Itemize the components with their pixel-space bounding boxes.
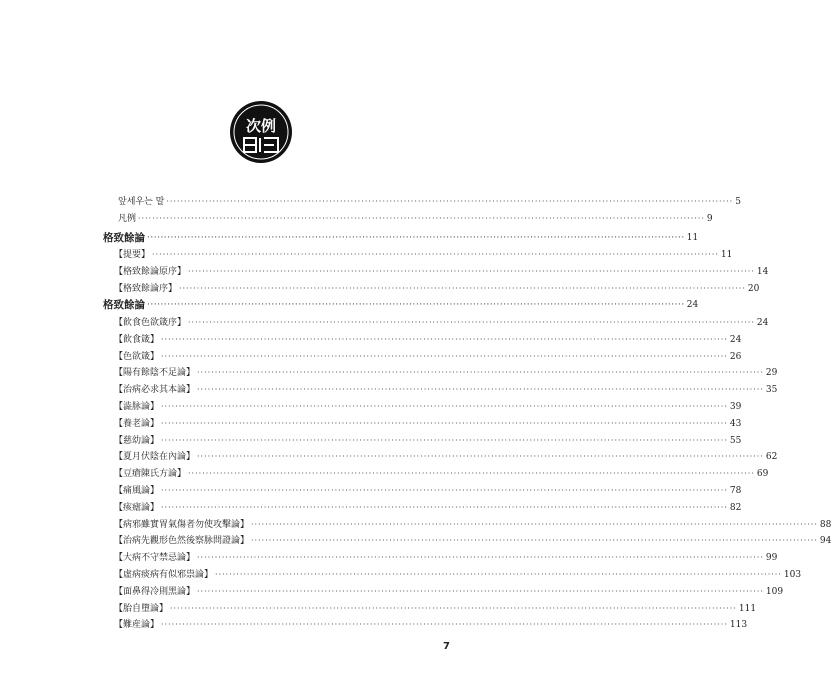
toc-front-entry-label: 앞세우는 말 — [118, 197, 165, 207]
toc-entry — [114, 468, 769, 480]
dot-leader: ································································································································································ — [188, 318, 755, 327]
toc-front-entry-page: 5 — [735, 197, 741, 207]
dot-leader: ································································································································································ — [197, 368, 764, 378]
toc-entry-label: 【養老論】 — [114, 418, 160, 429]
toc-entry-page: 11 — [720, 250, 733, 260]
toc-entry-page: 39 — [729, 402, 742, 412]
toc-entry-label: 【難産論】 — [114, 620, 160, 631]
toc-entry-page: 78 — [729, 486, 742, 496]
dot-leader: ································································································································································ — [166, 197, 734, 206]
toc-entry-label: 【提要】 — [114, 250, 151, 260]
toc-entry-label: 【虛病痰病有似邪祟論】 — [114, 570, 214, 580]
toc-entry-label: 【夏月伏陰在內論】 — [114, 452, 196, 463]
dot-leader: ································································································································································ — [161, 402, 728, 411]
toc-entry-label: 【格致餘論序】 — [114, 283, 178, 294]
toc-entry — [114, 619, 748, 631]
toc-entry-label: 【色欲箴】 — [114, 351, 160, 362]
toc-entry-page: 26 — [729, 351, 742, 362]
dot-leader: ································································································································································ — [161, 418, 728, 428]
toc-entry-page: 69 — [756, 469, 769, 480]
dot-leader: ································································································································································ — [188, 469, 755, 479]
toc-entry — [114, 317, 769, 329]
toc-entry-page: 29 — [765, 368, 778, 379]
toc-entry-page: 20 — [747, 283, 760, 294]
toc-entry — [114, 586, 784, 598]
dot-leader: ································································································································································ — [197, 553, 764, 563]
dot-leader: ································································································································································ — [251, 519, 818, 529]
toc-entry — [114, 569, 802, 581]
toc-entry — [114, 418, 742, 430]
dot-leader: ································································································································································ — [161, 620, 728, 630]
toc-entry-page: 99 — [765, 553, 778, 564]
toc-entry-page: 111 — [738, 603, 757, 614]
dot-leader: ································································································································································ — [147, 233, 685, 243]
toc-front-entry-label: 凡例 — [118, 214, 137, 224]
toc-section-heading — [103, 299, 699, 311]
toc-entry-page: 113 — [729, 620, 748, 631]
toc-entry-page: 94 — [819, 536, 831, 547]
toc-entry-label: 【格致餘論原序】 — [114, 266, 187, 277]
dot-leader: ································································································································································ — [179, 283, 746, 293]
toc-entry — [114, 451, 778, 463]
toc-entry-page: 103 — [783, 570, 802, 580]
toc-entry — [114, 519, 831, 531]
toc-entry-page: 88 — [819, 519, 831, 530]
dot-leader: ································································································································································ — [161, 486, 728, 495]
toc-entry-page: 82 — [729, 502, 742, 513]
toc-entry — [114, 283, 760, 295]
toc-entry — [114, 266, 769, 278]
toc-entry-label: 【痛風論】 — [114, 486, 160, 496]
toc-entry-label: 【胎自墮論】 — [114, 603, 169, 614]
toc-section-heading — [103, 232, 699, 244]
toc-entry — [114, 485, 742, 497]
toc-entry-page: 43 — [729, 418, 742, 429]
toc-section-heading-label: 格致餘論 — [103, 299, 145, 311]
toc-entry-page: 14 — [756, 266, 769, 277]
dot-leader: ································································································································································ — [197, 385, 764, 395]
toc-entry — [114, 552, 778, 564]
toc-entry — [114, 603, 757, 615]
dot-leader: ································································································································································ — [251, 536, 818, 546]
toc-entry-label: 【面鼻得冷則黑論】 — [114, 586, 196, 597]
toc-entry-page: 24 — [729, 334, 742, 345]
toc-entry — [114, 401, 742, 413]
emblem-title: 次例 — [245, 117, 277, 135]
dot-leader: ································································································································································ — [188, 266, 755, 276]
dot-leader: ································································································································································ — [161, 351, 728, 361]
toc-entry-label: 【治病先觀形色然後察脉問證論】 — [114, 536, 250, 547]
toc-entry — [114, 334, 742, 346]
toc-front-entry-page: 9 — [706, 214, 713, 224]
toc-entry — [114, 351, 742, 363]
dot-leader: ································································································································································ — [138, 214, 705, 223]
toc-entry-page: 35 — [765, 385, 778, 396]
toc-entry — [114, 384, 778, 396]
toc-entry-label: 【慈幼論】 — [114, 435, 160, 446]
toc-entry-label: 【澁脉論】 — [114, 402, 160, 412]
toc-entry-label: 【飮食色欲箴序】 — [114, 318, 187, 328]
toc-section-heading-label: 格致餘論 — [103, 232, 145, 244]
toc-entry-label: 【病邪雖實胃氣傷者勿使攻擊論】 — [114, 519, 250, 530]
dot-leader: ································································································································································ — [147, 300, 685, 310]
dot-leader: ································································································································································ — [161, 502, 728, 512]
toc-section-heading-page: 11 — [686, 233, 699, 243]
page-number: 7 — [443, 641, 450, 652]
dot-leader: ································································································································································ — [170, 603, 737, 613]
toc-entry-label: 【大病不守禁忌論】 — [114, 553, 196, 564]
toc-entry-label: 【痎瘧論】 — [114, 502, 160, 513]
dot-leader: ································································································································································ — [197, 586, 764, 596]
toc-entry-page: 55 — [729, 435, 742, 446]
toc-entry-page: 24 — [756, 318, 769, 328]
dot-leader: ································································································································································ — [161, 435, 728, 445]
toc-entry-label: 【治病必求其本論】 — [114, 385, 196, 396]
toc-entry — [114, 535, 831, 547]
toc-entry — [114, 249, 733, 261]
dot-leader: ································································································································································ — [215, 570, 782, 579]
dot-leader: ································································································································································ — [161, 334, 728, 344]
toc-entry — [114, 502, 742, 514]
toc-entry — [114, 435, 742, 447]
toc-entry-page: 109 — [765, 586, 784, 597]
toc-entry-page: 62 — [765, 452, 778, 463]
toc-entry-label: 【陽有餘陰不足論】 — [114, 368, 196, 379]
toc-front-entry — [118, 196, 741, 208]
toc-front-entry — [118, 213, 713, 225]
toc-entry — [114, 367, 778, 379]
toc-section-heading-page: 24 — [686, 300, 699, 310]
toc-entry-label: 【飮食箴】 — [114, 334, 160, 345]
dot-leader: ································································································································································ — [197, 452, 764, 462]
toc-entry-label: 【豆瘡陳氏方論】 — [114, 469, 187, 480]
dot-leader: ································································································································································ — [152, 250, 719, 259]
